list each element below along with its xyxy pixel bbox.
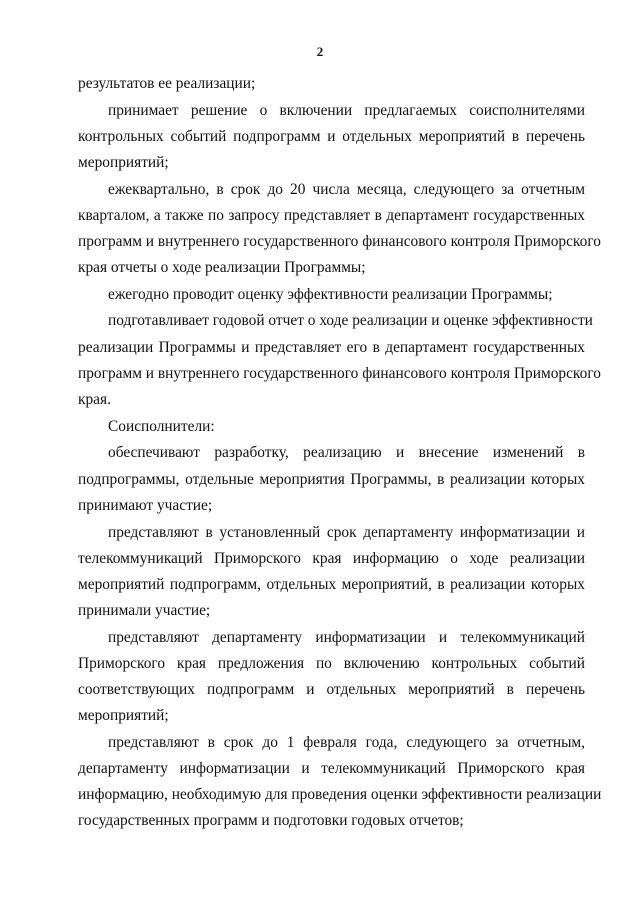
text-line: представляют в срок до 1 февраля года, следующего за отчетным,	[108, 734, 585, 751]
section-heading: Соисполнители:	[108, 418, 215, 435]
text-line: мероприятий;	[78, 707, 169, 724]
text-line: контрольных событий подпрограмм и отдельных мероприятий в перечень	[78, 128, 585, 145]
text-line: подготавливает годовой отчет о ходе реализации и оценке эффективности	[108, 312, 593, 329]
text-line: принимают участие;	[78, 497, 213, 514]
page-number: 2	[316, 44, 324, 59]
text-line: края отчеты о ходе реализации Программы;	[78, 259, 366, 276]
text-line: мероприятий;	[78, 154, 169, 171]
text-line: кварталом, а также по запросу представляет в департамент государственных	[78, 207, 585, 224]
text-line: Приморского края предложения по включению контрольных событий	[78, 655, 585, 672]
text-line: государственных программ и подготовки годовых отчетов;	[78, 812, 464, 829]
text-line: обеспечивают разработку, реализацию и внесение изменений в	[108, 444, 585, 461]
text-line: соответствующих подпрограмм и отдельных мероприятий в перечень	[78, 681, 585, 698]
text-line: программ и внутреннего государственного финансового контроля Приморского	[78, 233, 601, 250]
text-line: результатов ее реализации;	[78, 75, 256, 92]
text-line: мероприятий подпрограмм, отдельных мероприятий, в реализации которых	[78, 576, 585, 593]
text-line: ежегодно проводит оценку эффективности реализации Программы;	[108, 286, 553, 303]
text-line: подпрограммы, отдельные мероприятия Программы, в реализации которых	[78, 471, 585, 488]
text-line: представляют департаменту информатизации и телекоммуникаций	[108, 629, 585, 646]
text-line: реализации Программы и представляет его в департамент государственных	[78, 339, 585, 356]
text-line: принимали участие;	[78, 602, 211, 619]
text-line: ежеквартально, в срок до 20 числа месяца, следующего за отчетным	[108, 181, 585, 198]
text-line: программ и внутреннего государственного финансового контроля Приморского	[78, 365, 601, 382]
text-line: принимает решение о включении предлагаемых соисполнителями	[108, 102, 585, 119]
text-line: края.	[78, 391, 111, 408]
text-line: информацию, необходимую для проведения оценки эффективности реализации	[78, 786, 602, 803]
text-line: департаменту информатизации и телекоммуникаций Приморского края	[78, 760, 585, 777]
text-line: представляют в установленный срок департаменту информатизации и	[108, 524, 585, 541]
text-line: телекоммуникаций Приморского края информацию о ходе реализации	[78, 550, 585, 567]
